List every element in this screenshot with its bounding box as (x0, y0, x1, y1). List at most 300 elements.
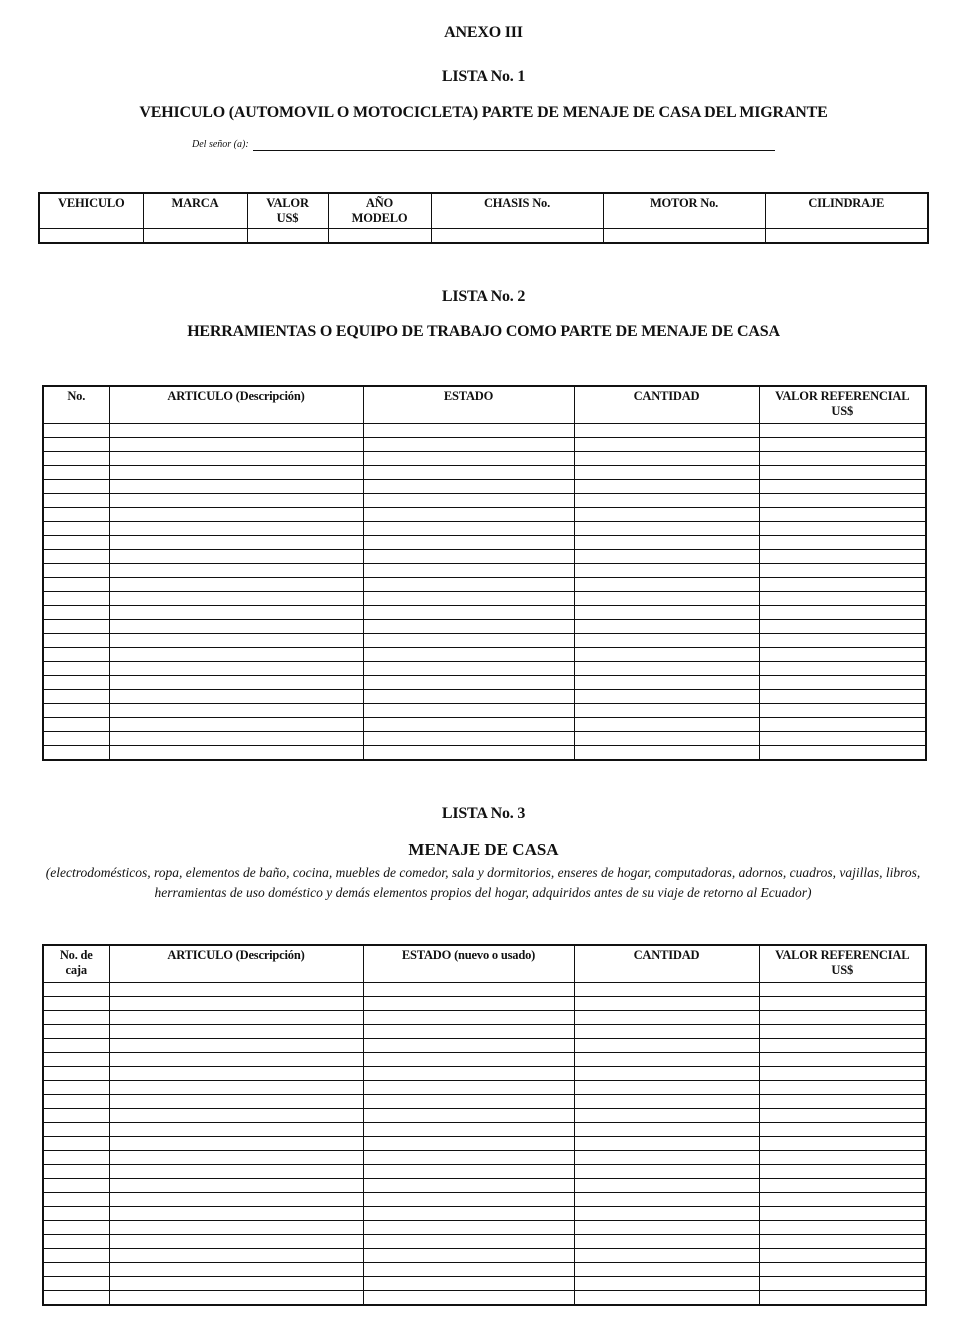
household-cell[interactable] (363, 1011, 574, 1025)
household-cell[interactable] (43, 1025, 109, 1039)
tools-cell[interactable] (759, 704, 926, 718)
tools-cell[interactable] (574, 606, 759, 620)
tools-cell[interactable] (574, 424, 759, 438)
tools-cell[interactable] (363, 606, 574, 620)
tools-cell[interactable] (43, 704, 109, 718)
tools-cell[interactable] (43, 480, 109, 494)
tools-cell[interactable] (43, 438, 109, 452)
household-cell[interactable] (759, 1207, 926, 1221)
vehicle-col-header: AÑO MODELO (328, 193, 431, 229)
tools-cell[interactable] (759, 466, 926, 480)
household-cell[interactable] (363, 1207, 574, 1221)
tools-cell[interactable] (43, 564, 109, 578)
household-cell[interactable] (759, 1263, 926, 1277)
household-col-header: VALOR REFERENCIAL US$ (759, 945, 926, 983)
household-cell[interactable] (363, 1081, 574, 1095)
tools-cell[interactable] (109, 452, 363, 466)
tools-cell[interactable] (363, 452, 574, 466)
household-cell[interactable] (363, 1151, 574, 1165)
tools-cell[interactable] (574, 550, 759, 564)
tools-cell[interactable] (759, 634, 926, 648)
tools-cell[interactable] (363, 550, 574, 564)
tools-cell[interactable] (574, 704, 759, 718)
household-cell[interactable] (759, 1235, 926, 1249)
tools-cell[interactable] (363, 676, 574, 690)
household-cell[interactable] (574, 1263, 759, 1277)
tools-cell[interactable] (43, 578, 109, 592)
household-cell[interactable] (109, 1165, 363, 1179)
tools-cell[interactable] (43, 550, 109, 564)
vehicle-row (39, 229, 928, 244)
tools-row (43, 648, 926, 662)
household-cell[interactable] (759, 1067, 926, 1081)
household-row (43, 1179, 926, 1193)
tools-row (43, 550, 926, 564)
tools-cell[interactable] (109, 634, 363, 648)
household-cell[interactable] (363, 1109, 574, 1123)
vehicle-cell[interactable] (247, 229, 328, 244)
tools-cell[interactable] (43, 648, 109, 662)
household-cell[interactable] (43, 1053, 109, 1067)
household-cell[interactable] (759, 1291, 926, 1306)
tools-cell[interactable] (759, 592, 926, 606)
household-cell[interactable] (363, 1235, 574, 1249)
tools-cell[interactable] (574, 452, 759, 466)
tools-cell[interactable] (363, 592, 574, 606)
household-cell[interactable] (759, 1193, 926, 1207)
household-row (43, 1081, 926, 1095)
tools-cell[interactable] (43, 746, 109, 761)
household-row (43, 1109, 926, 1123)
household-row (43, 1011, 926, 1025)
tools-cell[interactable] (759, 480, 926, 494)
household-cell[interactable] (574, 1123, 759, 1137)
household-cell[interactable] (574, 1109, 759, 1123)
household-cell[interactable] (109, 1263, 363, 1277)
tools-cell[interactable] (759, 452, 926, 466)
household-row (43, 1235, 926, 1249)
household-cell[interactable] (759, 1109, 926, 1123)
tools-col-header: No. (43, 386, 109, 424)
tools-cell[interactable] (43, 620, 109, 634)
household-cell[interactable] (759, 1151, 926, 1165)
household-cell[interactable] (363, 983, 574, 997)
household-row (43, 1039, 926, 1053)
household-cell[interactable] (109, 1095, 363, 1109)
household-row (43, 1291, 926, 1306)
tools-cell[interactable] (363, 536, 574, 550)
household-row (43, 1249, 926, 1263)
household-cell[interactable] (109, 1039, 363, 1053)
tools-cell[interactable] (574, 648, 759, 662)
household-cell[interactable] (43, 1151, 109, 1165)
household-row (43, 1123, 926, 1137)
vehicle-cell[interactable] (328, 229, 431, 244)
tools-cell[interactable] (363, 480, 574, 494)
household-row (43, 1193, 926, 1207)
household-cell[interactable] (43, 1067, 109, 1081)
household-cell[interactable] (43, 997, 109, 1011)
household-cell[interactable] (363, 1193, 574, 1207)
tools-row (43, 564, 926, 578)
tools-cell[interactable] (363, 746, 574, 761)
tools-cell[interactable] (759, 494, 926, 508)
list1-title: VEHICULO (AUTOMOVIL O MOTOCICLETA) PARTE DE MENAJE DE CASA DEL MIGRANTE (139, 104, 828, 121)
annex-title: ANEXO III (444, 24, 523, 41)
household-cell[interactable] (759, 1011, 926, 1025)
tools-cell[interactable] (574, 620, 759, 634)
tools-cell[interactable] (574, 634, 759, 648)
tools-cell[interactable] (109, 536, 363, 550)
tools-row (43, 452, 926, 466)
tools-cell[interactable] (759, 732, 926, 746)
household-cell[interactable] (109, 1207, 363, 1221)
tools-cell[interactable] (363, 690, 574, 704)
owner-field[interactable] (253, 150, 775, 151)
household-row (43, 1137, 926, 1151)
tools-cell[interactable] (759, 564, 926, 578)
tools-cell[interactable] (759, 662, 926, 676)
household-cell[interactable] (574, 1235, 759, 1249)
household-cell[interactable] (574, 1137, 759, 1151)
tools-row (43, 438, 926, 452)
household-cell[interactable] (759, 1137, 926, 1151)
household-cell[interactable] (109, 1109, 363, 1123)
household-cell[interactable] (109, 1235, 363, 1249)
tools-cell[interactable] (109, 494, 363, 508)
tools-cell[interactable] (363, 620, 574, 634)
tools-cell[interactable] (43, 508, 109, 522)
household-cell[interactable] (43, 1277, 109, 1291)
tools-row (43, 466, 926, 480)
tools-cell[interactable] (43, 424, 109, 438)
household-cell[interactable] (109, 1249, 363, 1263)
tools-cell[interactable] (109, 564, 363, 578)
tools-cell[interactable] (43, 522, 109, 536)
tools-cell[interactable] (109, 704, 363, 718)
household-row (43, 983, 926, 997)
household-cell[interactable] (759, 1095, 926, 1109)
household-cell[interactable] (43, 1235, 109, 1249)
tools-cell[interactable] (43, 634, 109, 648)
household-cell[interactable] (574, 1249, 759, 1263)
household-cell[interactable] (363, 1263, 574, 1277)
household-cell[interactable] (43, 1039, 109, 1053)
tools-cell[interactable] (363, 438, 574, 452)
household-cell[interactable] (363, 1277, 574, 1291)
tools-cell[interactable] (759, 648, 926, 662)
tools-cell[interactable] (363, 522, 574, 536)
tools-cell[interactable] (109, 746, 363, 761)
tools-row (43, 676, 926, 690)
household-cell[interactable] (759, 1179, 926, 1193)
tools-cell[interactable] (574, 564, 759, 578)
household-cell[interactable] (759, 1249, 926, 1263)
tools-cell[interactable] (759, 522, 926, 536)
tools-cell[interactable] (363, 494, 574, 508)
household-row (43, 1095, 926, 1109)
tools-cell[interactable] (43, 690, 109, 704)
household-cell[interactable] (109, 1067, 363, 1081)
household-cell[interactable] (574, 983, 759, 997)
household-cell[interactable] (43, 1193, 109, 1207)
tools-cell[interactable] (363, 634, 574, 648)
household-cell[interactable] (759, 1081, 926, 1095)
household-row (43, 1165, 926, 1179)
tools-cell[interactable] (574, 536, 759, 550)
household-row (43, 1067, 926, 1081)
household-cell[interactable] (363, 1025, 574, 1039)
tools-cell[interactable] (109, 466, 363, 480)
household-cell[interactable] (109, 1277, 363, 1291)
tools-row (43, 578, 926, 592)
list3-note: (electrodomésticos, ropa, elementos de baño, cocina, muebles de comedor, sala y dormitorios, enseres de hogar, computadoras, adornos, cuadros, vajillas, libros, herramientas de uso doméstico y demás elementos propios del hogar, adquiridos antes de su viaje de retorno al Ecuador) (45, 865, 921, 900)
tools-cell[interactable] (574, 746, 759, 761)
tools-cell[interactable] (363, 578, 574, 592)
vehicle-col-header: MOTOR No. (603, 193, 765, 229)
vehicle-table (38, 192, 929, 244)
tools-row (43, 746, 926, 761)
household-cell[interactable] (109, 1221, 363, 1235)
list2-title: HERRAMIENTAS O EQUIPO DE TRABAJO COMO PARTE DE MENAJE DE CASA (187, 323, 780, 340)
household-cell[interactable] (363, 1137, 574, 1151)
household-cell[interactable] (759, 1025, 926, 1039)
tools-cell[interactable] (43, 606, 109, 620)
vehicle-table-header (39, 193, 928, 229)
tools-row (43, 704, 926, 718)
household-cell[interactable] (363, 1123, 574, 1137)
household-cell[interactable] (109, 1081, 363, 1095)
tools-cell[interactable] (363, 648, 574, 662)
vehicle-cell[interactable] (39, 229, 143, 244)
tools-row (43, 718, 926, 732)
tools-cell[interactable] (43, 718, 109, 732)
tools-cell[interactable] (109, 438, 363, 452)
tools-cell[interactable] (43, 466, 109, 480)
tools-table (42, 385, 927, 761)
household-cell[interactable] (109, 983, 363, 997)
tools-cell[interactable] (43, 676, 109, 690)
tools-cell[interactable] (363, 732, 574, 746)
tools-cell[interactable] (759, 620, 926, 634)
household-cell[interactable] (574, 1221, 759, 1235)
vehicle-cell[interactable] (765, 229, 928, 244)
tools-cell[interactable] (759, 606, 926, 620)
household-row (43, 1025, 926, 1039)
tools-cell[interactable] (43, 592, 109, 606)
household-cell[interactable] (43, 1249, 109, 1263)
household-cell[interactable] (363, 1249, 574, 1263)
tools-cell[interactable] (109, 508, 363, 522)
household-cell[interactable] (109, 1123, 363, 1137)
vehicle-col-header: MARCA (143, 193, 247, 229)
household-cell[interactable] (574, 1151, 759, 1165)
household-cell[interactable] (363, 1095, 574, 1109)
tools-cell[interactable] (43, 494, 109, 508)
household-col-header: ARTICULO (Descripción) (109, 945, 363, 983)
tools-col-header: ARTICULO (Descripción) (109, 386, 363, 424)
household-row (43, 1207, 926, 1221)
household-cell[interactable] (43, 983, 109, 997)
tools-cell[interactable] (574, 494, 759, 508)
household-row (43, 997, 926, 1011)
list3-title: MENAJE DE CASA (408, 840, 559, 859)
tools-cell[interactable] (109, 578, 363, 592)
household-cell[interactable] (43, 1291, 109, 1306)
household-cell[interactable] (43, 1263, 109, 1277)
household-cell[interactable] (574, 1039, 759, 1053)
tools-cell[interactable] (363, 718, 574, 732)
tools-cell[interactable] (43, 452, 109, 466)
tools-cell[interactable] (574, 480, 759, 494)
vehicle-col-header: VALOR US$ (247, 193, 328, 229)
tools-cell[interactable] (759, 746, 926, 761)
household-cell[interactable] (574, 1179, 759, 1193)
household-cell[interactable] (574, 1053, 759, 1067)
household-cell[interactable] (759, 1165, 926, 1179)
tools-cell[interactable] (363, 508, 574, 522)
vehicle-cell[interactable] (603, 229, 765, 244)
tools-cell[interactable] (574, 522, 759, 536)
tools-cell[interactable] (109, 662, 363, 676)
tools-cell[interactable] (759, 578, 926, 592)
tools-cell[interactable] (109, 690, 363, 704)
list1-heading: LISTA No. 1 (441, 68, 526, 85)
owner-label: Del señor (a): (192, 139, 249, 150)
tools-cell[interactable] (363, 704, 574, 718)
tools-cell[interactable] (109, 424, 363, 438)
tools-cell[interactable] (574, 578, 759, 592)
household-cell[interactable] (363, 1039, 574, 1053)
tools-cell[interactable] (43, 732, 109, 746)
tools-cell[interactable] (109, 718, 363, 732)
tools-cell[interactable] (363, 424, 574, 438)
tools-cell[interactable] (109, 676, 363, 690)
tools-col-header: ESTADO (363, 386, 574, 424)
household-cell[interactable] (43, 1109, 109, 1123)
tools-cell[interactable] (109, 732, 363, 746)
tools-table-header (43, 386, 926, 424)
household-cell[interactable] (43, 1123, 109, 1137)
household-cell[interactable] (109, 997, 363, 1011)
tools-cell[interactable] (759, 718, 926, 732)
tools-cell[interactable] (574, 676, 759, 690)
household-cell[interactable] (363, 1179, 574, 1193)
tools-cell[interactable] (109, 522, 363, 536)
household-cell[interactable] (109, 1011, 363, 1025)
vehicle-cell[interactable] (431, 229, 603, 244)
household-cell[interactable] (759, 1221, 926, 1235)
tools-cell[interactable] (109, 648, 363, 662)
tools-cell[interactable] (759, 536, 926, 550)
household-cell[interactable] (363, 997, 574, 1011)
household-cell[interactable] (574, 1081, 759, 1095)
vehicle-col-header: CHASIS No. (431, 193, 603, 229)
household-cell[interactable] (574, 1291, 759, 1306)
household-cell[interactable] (574, 1067, 759, 1081)
household-cell[interactable] (363, 1291, 574, 1306)
household-cell[interactable] (109, 1025, 363, 1039)
household-cell[interactable] (363, 1067, 574, 1081)
tools-cell[interactable] (109, 620, 363, 634)
household-cell[interactable] (43, 1095, 109, 1109)
household-cell[interactable] (574, 1193, 759, 1207)
household-cell[interactable] (43, 1081, 109, 1095)
tools-cell[interactable] (759, 508, 926, 522)
tools-cell[interactable] (43, 662, 109, 676)
household-cell[interactable] (759, 983, 926, 997)
household-cell[interactable] (109, 1193, 363, 1207)
tools-cell[interactable] (574, 466, 759, 480)
tools-cell[interactable] (759, 550, 926, 564)
household-cell[interactable] (109, 1179, 363, 1193)
household-cell[interactable] (759, 1277, 926, 1291)
household-cell[interactable] (43, 1221, 109, 1235)
household-cell[interactable] (43, 1207, 109, 1221)
household-col-header: No. de caja (43, 945, 109, 983)
household-cell[interactable] (43, 1011, 109, 1025)
household-cell[interactable] (363, 1221, 574, 1235)
tools-row (43, 620, 926, 634)
tools-cell[interactable] (574, 438, 759, 452)
household-cell[interactable] (363, 1053, 574, 1067)
household-cell[interactable] (109, 1053, 363, 1067)
household-cell[interactable] (109, 1151, 363, 1165)
household-cell[interactable] (574, 1011, 759, 1025)
tools-row (43, 424, 926, 438)
household-cell[interactable] (574, 1277, 759, 1291)
household-cell[interactable] (43, 1179, 109, 1193)
household-cell[interactable] (109, 1291, 363, 1306)
tools-cell[interactable] (109, 592, 363, 606)
tools-cell[interactable] (109, 550, 363, 564)
tools-cell[interactable] (574, 690, 759, 704)
tools-cell[interactable] (109, 480, 363, 494)
tools-cell[interactable] (574, 592, 759, 606)
tools-row (43, 536, 926, 550)
tools-cell[interactable] (109, 606, 363, 620)
household-cell[interactable] (574, 1095, 759, 1109)
household-cell[interactable] (574, 1025, 759, 1039)
household-cell[interactable] (574, 1207, 759, 1221)
tools-cell[interactable] (759, 424, 926, 438)
tools-cell[interactable] (759, 676, 926, 690)
tools-cell[interactable] (574, 508, 759, 522)
household-cell[interactable] (759, 997, 926, 1011)
household-cell[interactable] (759, 1053, 926, 1067)
vehicle-cell[interactable] (143, 229, 247, 244)
household-row (43, 1221, 926, 1235)
household-row (43, 1053, 926, 1067)
tools-cell[interactable] (759, 438, 926, 452)
household-cell[interactable] (363, 1165, 574, 1179)
household-cell[interactable] (574, 1165, 759, 1179)
household-cell[interactable] (43, 1165, 109, 1179)
household-cell[interactable] (759, 1123, 926, 1137)
tools-cell[interactable] (574, 732, 759, 746)
tools-cell[interactable] (574, 718, 759, 732)
tools-cell[interactable] (43, 536, 109, 550)
household-cell[interactable] (43, 1137, 109, 1151)
tools-cell[interactable] (363, 662, 574, 676)
household-cell[interactable] (109, 1137, 363, 1151)
household-cell[interactable] (574, 997, 759, 1011)
tools-cell[interactable] (574, 662, 759, 676)
tools-cell[interactable] (363, 564, 574, 578)
tools-cell[interactable] (363, 466, 574, 480)
tools-cell[interactable] (759, 690, 926, 704)
household-cell[interactable] (759, 1039, 926, 1053)
